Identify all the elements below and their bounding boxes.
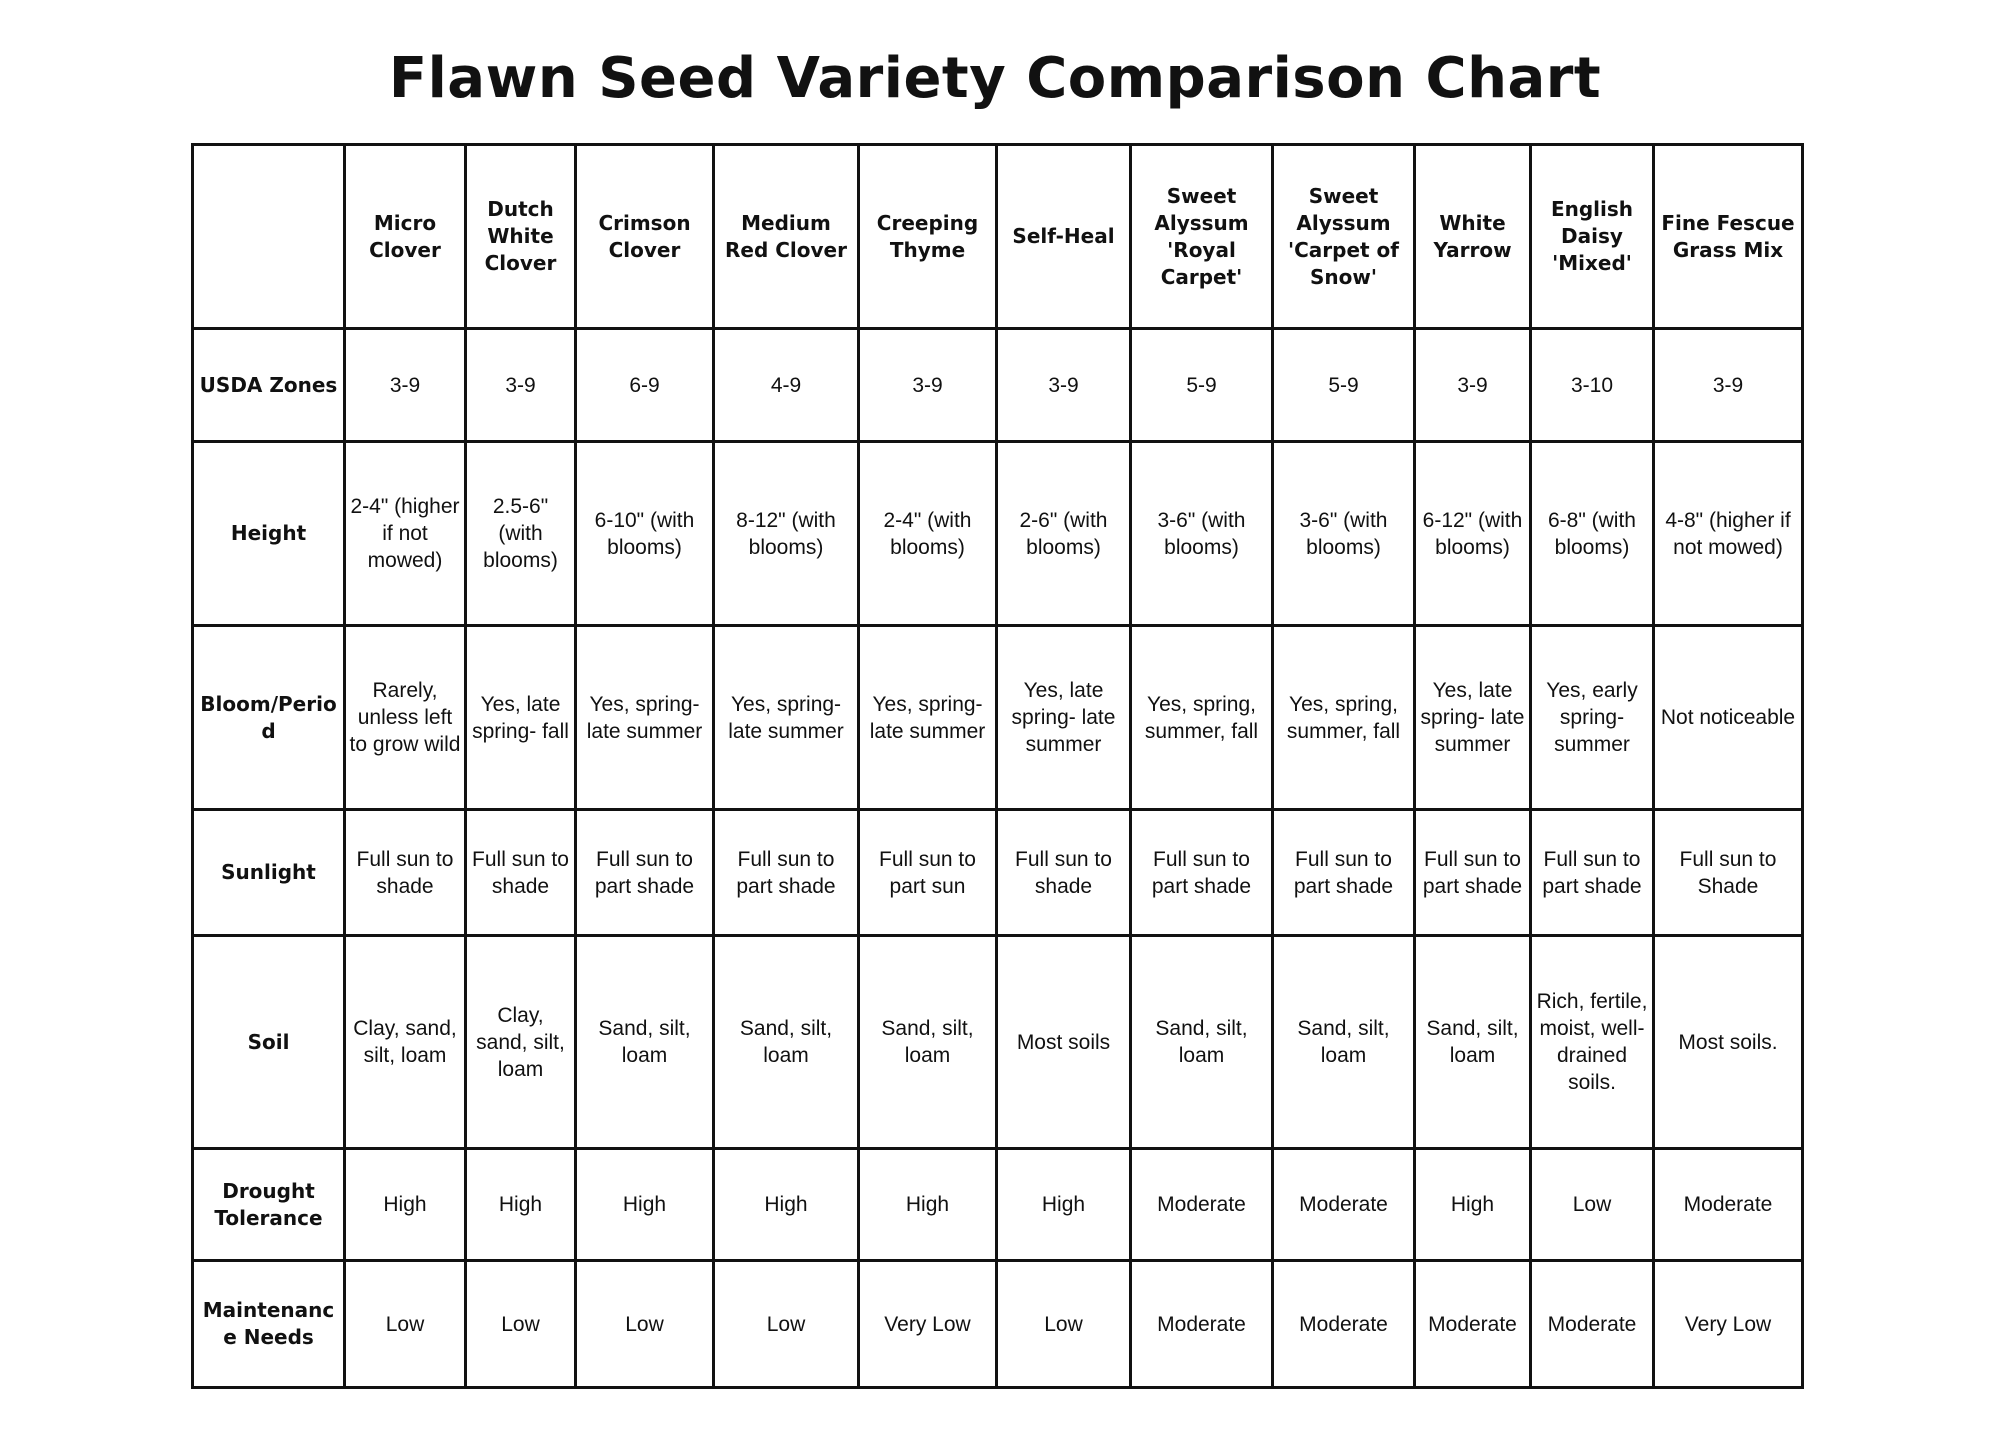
table-cell: 8-12" (with blooms)	[714, 442, 859, 626]
table-row-maintenance-needs	[193, 1261, 1803, 1388]
table-cell: Moderate	[1531, 1261, 1654, 1388]
table-cell: 4-9	[714, 329, 859, 442]
table-cell: Moderate	[1273, 1149, 1415, 1261]
table-cell: Full sun to part shade	[1273, 810, 1415, 936]
table-cell: Not noticeable	[1654, 626, 1803, 810]
table-cell: 3-6" (with blooms)	[1131, 442, 1273, 626]
table-cell: Low	[345, 1261, 466, 1388]
table-cell: 3-9	[859, 329, 997, 442]
row-header-maintenance-needs: Maintenance Needs	[193, 1261, 345, 1388]
header-row	[193, 145, 1803, 329]
comparison-table	[191, 143, 1804, 1389]
column-header-white-yarrow: White Yarrow	[1415, 145, 1531, 329]
row-header-usda-zones: USDA Zones	[193, 329, 345, 442]
table-cell: Yes, early spring- summer	[1531, 626, 1654, 810]
table-cell: 2.5-6" (with blooms)	[466, 442, 576, 626]
table-cell: Yes, spring- late summer	[714, 626, 859, 810]
table-cell: Yes, spring- late summer	[576, 626, 714, 810]
row-header-soil: Soil	[193, 936, 345, 1149]
table-cell: High	[345, 1149, 466, 1261]
page-title: Flawn Seed Variety Comparison Chart	[388, 46, 1602, 111]
table-cell: High	[576, 1149, 714, 1261]
table-cell: Yes, late spring- late summer	[1415, 626, 1531, 810]
table-cell: High	[859, 1149, 997, 1261]
table-cell: Rich, fertile, moist, well-drained soils.	[1531, 936, 1654, 1149]
table-cell: High	[466, 1149, 576, 1261]
table-cell: Full sun to Shade	[1654, 810, 1803, 936]
corner-header-cell	[193, 145, 345, 329]
table-cell: High	[1415, 1149, 1531, 1261]
table-cell: 3-6" (with blooms)	[1273, 442, 1415, 626]
table-row-height	[193, 442, 1803, 626]
table-cell: Full sun to shade	[345, 810, 466, 936]
row-header-bloom-period: Bloom/Period	[193, 626, 345, 810]
row-header-height: Height	[193, 442, 345, 626]
table-cell: Yes, late spring- fall	[466, 626, 576, 810]
table-cell: Sand, silt, loam	[859, 936, 997, 1149]
table-cell: Sand, silt, loam	[1273, 936, 1415, 1149]
table-cell: Yes, spring, summer, fall	[1131, 626, 1273, 810]
row-header-sunlight: Sunlight	[193, 810, 345, 936]
table-cell: 6-8" (with blooms)	[1531, 442, 1654, 626]
table-cell: Clay, sand, silt, loam	[466, 936, 576, 1149]
column-header-self-heal: Self-Heal	[997, 145, 1131, 329]
column-header-sweet-alyssum-royal-carpet: Sweet Alyssum 'Royal Carpet'	[1131, 145, 1273, 329]
table-cell: High	[997, 1149, 1131, 1261]
table-cell: Low	[714, 1261, 859, 1388]
table-cell: 5-9	[1131, 329, 1273, 442]
table-cell: Moderate	[1131, 1261, 1273, 1388]
table-row-drought-tolerance	[193, 1149, 1803, 1261]
table-cell: 3-9	[1654, 329, 1803, 442]
table-cell: 2-4" (higher if not mowed)	[345, 442, 466, 626]
table-cell: Yes, late spring- late summer	[997, 626, 1131, 810]
column-header-medium-red-clover: Medium Red Clover	[714, 145, 859, 329]
table-cell: 4-8" (higher if not mowed)	[1654, 442, 1803, 626]
table-row-sunlight	[193, 810, 1803, 936]
table-cell: Full sun to part shade	[1131, 810, 1273, 936]
table-cell: 3-9	[466, 329, 576, 442]
table-cell: Sand, silt, loam	[714, 936, 859, 1149]
table-cell: Low	[997, 1261, 1131, 1388]
table-cell: Low	[576, 1261, 714, 1388]
column-header-sweet-alyssum-carpet-of-snow: Sweet Alyssum 'Carpet of Snow'	[1273, 145, 1415, 329]
table-cell: 6-9	[576, 329, 714, 442]
table-cell: Full sun to part shade	[576, 810, 714, 936]
table-cell: Yes, spring, summer, fall	[1273, 626, 1415, 810]
table-row-soil	[193, 936, 1803, 1149]
table-cell: Full sun to shade	[466, 810, 576, 936]
table-cell: Very Low	[1654, 1261, 1803, 1388]
column-header-crimson-clover: Crimson Clover	[576, 145, 714, 329]
table-cell: Most soils.	[1654, 936, 1803, 1149]
table-cell: Moderate	[1273, 1261, 1415, 1388]
table-cell: Full sun to shade	[997, 810, 1131, 936]
table-cell: Full sun to part shade	[714, 810, 859, 936]
table-cell: High	[714, 1149, 859, 1261]
column-header-dutch-white-clover: Dutch White Clover	[466, 145, 576, 329]
table-cell: Moderate	[1654, 1149, 1803, 1261]
column-header-fine-fescue-grass-mix: Fine Fescue Grass Mix	[1654, 145, 1803, 329]
table-cell: Sand, silt, loam	[1415, 936, 1531, 1149]
column-header-micro-clover: Micro Clover	[345, 145, 466, 329]
table-cell: Clay, sand, silt, loam	[345, 936, 466, 1149]
table-cell: Moderate	[1415, 1261, 1531, 1388]
table-cell: Sand, silt, loam	[1131, 936, 1273, 1149]
table-cell: 2-4" (with blooms)	[859, 442, 997, 626]
table-cell: 3-10	[1531, 329, 1654, 442]
table-cell: 2-6" (with blooms)	[997, 442, 1131, 626]
table-cell: 6-10" (with blooms)	[576, 442, 714, 626]
table-cell: Full sun to part shade	[1415, 810, 1531, 936]
table-cell: Very Low	[859, 1261, 997, 1388]
table-cell: Full sun to part sun	[859, 810, 997, 936]
table-row-usda-zones	[193, 329, 1803, 442]
table-cell: Low	[466, 1261, 576, 1388]
table-cell: Sand, silt, loam	[576, 936, 714, 1149]
table-row-bloom-period	[193, 626, 1803, 810]
table-cell: Rarely, unless left to grow wild	[345, 626, 466, 810]
table-cell: 6-12" (with blooms)	[1415, 442, 1531, 626]
column-header-english-daisy-mixed: English Daisy 'Mixed'	[1531, 145, 1654, 329]
table-cell: 5-9	[1273, 329, 1415, 442]
column-header-creeping-thyme: Creeping Thyme	[859, 145, 997, 329]
table-cell: Low	[1531, 1149, 1654, 1261]
table-cell: 3-9	[345, 329, 466, 442]
table-cell: 3-9	[997, 329, 1131, 442]
table-cell: 3-9	[1415, 329, 1531, 442]
row-header-drought-tolerance: Drought Tolerance	[193, 1149, 345, 1261]
table-cell: Most soils	[997, 936, 1131, 1149]
table-cell: Full sun to part shade	[1531, 810, 1654, 936]
table-cell: Moderate	[1131, 1149, 1273, 1261]
table-cell: Yes, spring- late summer	[859, 626, 997, 810]
